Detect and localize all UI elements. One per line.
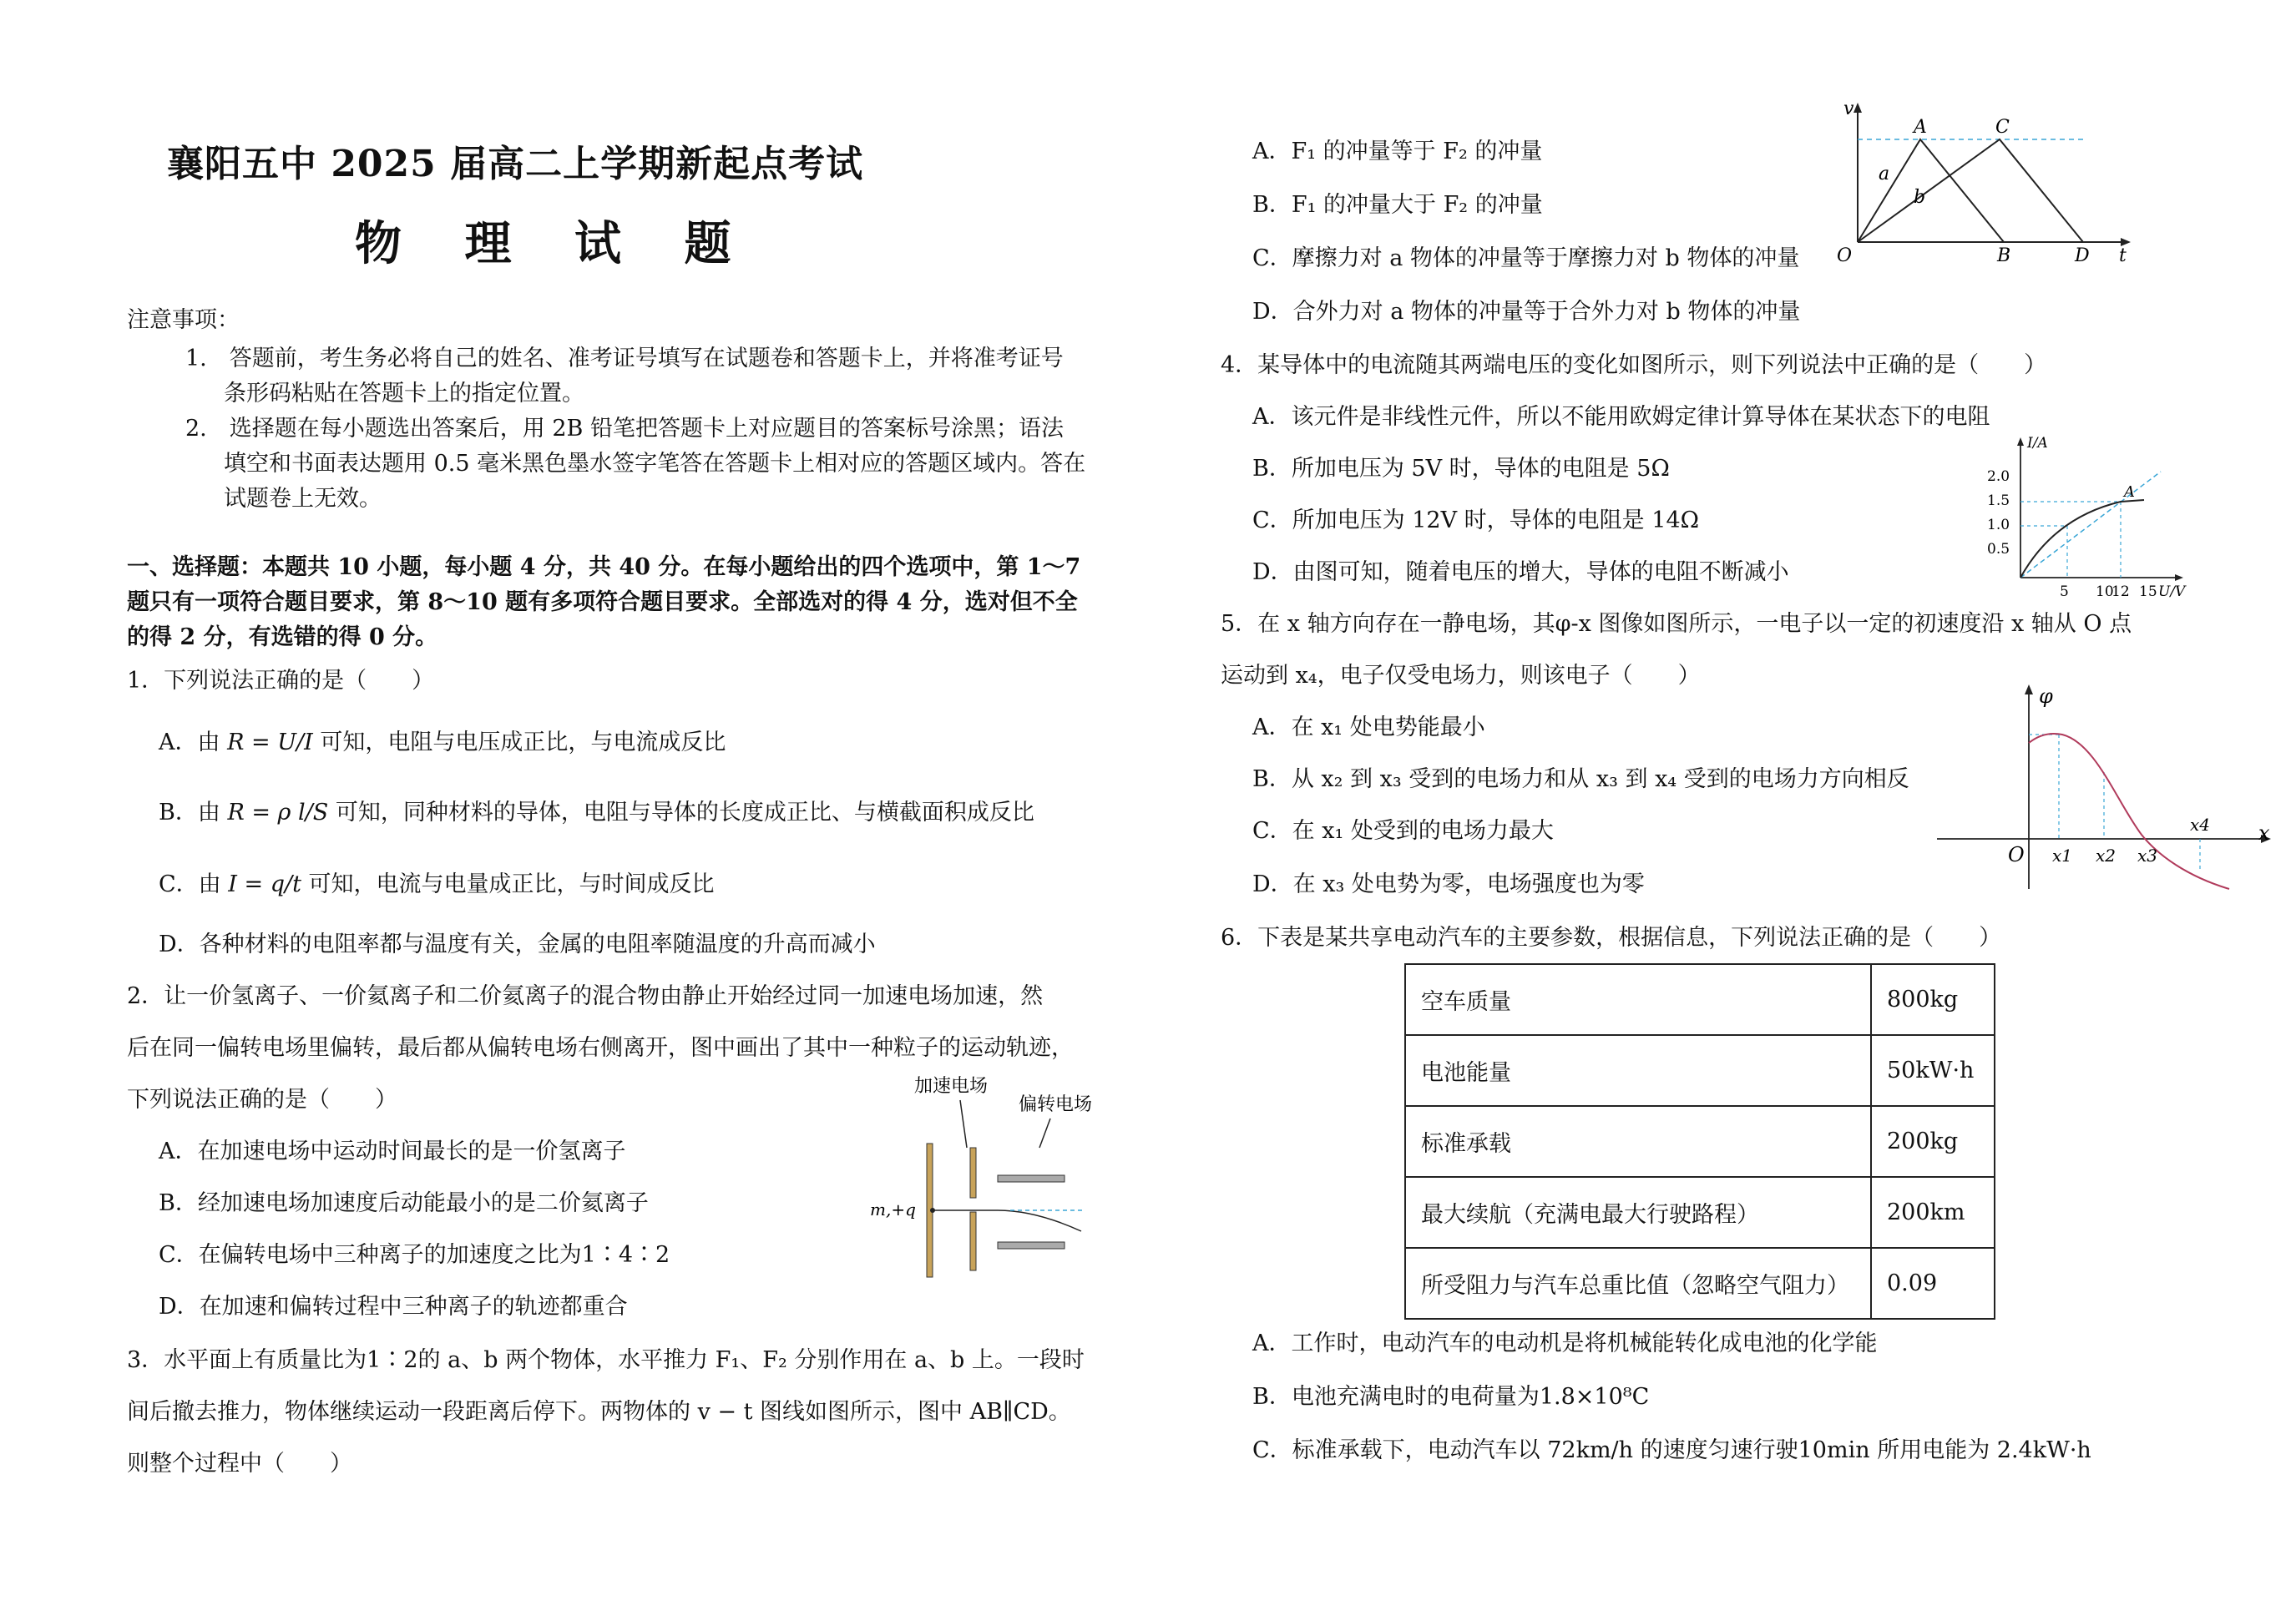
q5-phi-x-graph	[1937, 676, 2279, 905]
accel-field-label: 加速电场	[914, 1076, 989, 1097]
q4-option-c: C．所加电压为 12V 时，导体的电阻是 14Ω	[1252, 508, 1700, 533]
curve-b-label: b	[1914, 187, 1926, 208]
section-instructions: 的得 2 分，有选错的得 0 分。	[127, 624, 438, 650]
q5-option-a: A．在 x₁ 处电势能最小	[1252, 715, 1485, 740]
notice-line: 2. 选择题在每小题选出答案后，用 2B 铅笔把答题卡上对应题目的答案标号涂黑；语法	[185, 416, 1064, 442]
q5-option-b: B．从 x₂ 到 x₃ 受到的电场力和从 x₃ 到 x₄ 受到的电场力方向相反	[1252, 766, 1909, 792]
line-b	[1858, 139, 2083, 242]
table-cell: 800kg	[1871, 964, 1995, 1035]
x-tick-label: 12	[2111, 583, 2130, 600]
y-tick-label: 1.0	[1987, 517, 2010, 533]
question-5-stem: 运动到 x₄，电子仅受电场力，则该电子（ ）	[1221, 663, 1701, 689]
question-4-stem: 4．某导体中的电流随其两端电压的变化如图所示，则下列说法中正确的是（ ）	[1221, 352, 2047, 378]
table-cell: 电池能量	[1405, 1035, 1871, 1106]
point-b-label: B	[1997, 245, 2011, 263]
x-tick-label: 15	[2139, 583, 2157, 600]
table-cell: 50kW·h	[1871, 1035, 1995, 1106]
table-cell: 空车质量	[1405, 964, 1871, 1035]
question-5-stem: 5．在 x 轴方向存在一静电场，其φ-x 图像如图所示，一电子以一定的初速度沿 x 轴从 O 点	[1221, 611, 2132, 637]
deflect-field-label: 偏转电场	[1019, 1094, 1093, 1115]
question-1-stem: 1．下列说法正确的是（ ）	[127, 668, 435, 694]
y-tick-label: 0.5	[1987, 541, 2010, 558]
table-row	[1405, 1035, 1995, 1106]
point-a-label: A	[1914, 117, 1927, 138]
option-text: 可知，电阻与电压成正比，与电流成反比	[320, 730, 726, 755]
table-cell: 200km	[1871, 1177, 1995, 1248]
formula: I = q/t	[228, 871, 301, 897]
q4-option-b: B．所加电压为 5V 时，导体的电阻是 5Ω	[1252, 456, 1670, 482]
q3-option-d: D．合外力对 a 物体的冲量等于合外力对 b 物体的冲量	[1252, 299, 1801, 325]
notice-line: 试题卷上无效。	[224, 486, 382, 512]
tangent-line	[2020, 472, 2161, 578]
q4-option-d: D．由图可知，随着电压的增大，导体的电阻不断减小	[1252, 559, 1789, 585]
notice-line: 1. 答题前，考生务必将自己的姓名、准考证号填写在试题卷和答题卡上，并将准考证号	[185, 346, 1064, 371]
q2-option-a: A．在加速电场中运动时间最长的是一价氢离子	[159, 1139, 626, 1164]
question-3-stem: 3．水平面上有质量比为1∶2的 a、b 两个物体，水平推力 F₁、F₂ 分别作用在 a、b 上。一段时	[127, 1347, 1085, 1373]
origin-label: O	[2008, 843, 2025, 866]
accel-plate-right-bottom	[970, 1212, 976, 1270]
q5-option-d: D．在 x₃ 处电势为零，电场强度也为零	[1252, 871, 1645, 897]
q6-option-a: A．工作时，电动汽车的电动机是将机械能转化成电池的化学能	[1252, 1331, 1878, 1356]
phi-axis-label: φ	[2039, 684, 2053, 708]
q3-option-c: C．摩擦力对 a 物体的冲量等于摩擦力对 b 物体的冲量	[1252, 245, 1800, 271]
q6-option-b: B．电池充满电时的电荷量为1.8×10⁸C	[1252, 1384, 1650, 1410]
vehicle-spec-table	[1404, 963, 1995, 1320]
formula: R = ρ l/S	[227, 800, 329, 826]
question-3-stem: 则整个过程中（ ）	[127, 1451, 352, 1477]
table-cell: 最大续航（充满电最大行驶路程）	[1405, 1177, 1871, 1248]
table-row	[1405, 1177, 1995, 1248]
q5-option-c: C．在 x₁ 处受到的电场力最大	[1252, 818, 1554, 844]
question-2-stem: 下列说法正确的是（ ）	[127, 1087, 397, 1113]
accel-plate-right-top	[970, 1148, 976, 1198]
question-2-stem: 2．让一价氢离子、一价氦离子和二价氦离子的混合物由静止开始经过同一加速电场加速，然	[127, 983, 1044, 1009]
table-cell: 所受阻力与汽车总重比值（忽略空气阻力）	[1405, 1248, 1871, 1319]
q1-option-b	[159, 796, 1034, 830]
q1-option-d: D．各种材料的电阻率都与温度有关，金属的电阻率随温度的升高而减小	[159, 932, 876, 957]
q6-option-c: C．标准承载下，电动汽车以 72km/h 的速度匀速行驶10min 所用电能为 2.4kW·h	[1252, 1437, 2091, 1463]
section-instructions: 一、选择题：本题共 10 小题，每小题 4 分，共 40 分。在每小题给出的四个选项中，第 1～7	[127, 554, 1081, 580]
origin-label: O	[1837, 245, 1853, 263]
point-d-label: D	[2075, 245, 2090, 263]
x-tick-label: 10	[2096, 583, 2114, 600]
option-label: C．由	[159, 871, 221, 897]
question-6-stem: 6．下表是某共享电动汽车的主要参数，根据信息，下列说法正确的是（ ）	[1221, 925, 2002, 951]
x-tick-label: 5	[2060, 583, 2069, 600]
y-tick-label: 1.5	[1987, 492, 2010, 509]
q3-vt-graph	[1820, 96, 2137, 266]
q1-option-c	[159, 868, 715, 901]
q3-option-a: A．F₁ 的冲量等于 F₂ 的冲量	[1252, 139, 1543, 164]
x-axis-label: x	[2258, 821, 2270, 845]
q2-field-diagram	[868, 1068, 1119, 1297]
y-tick-label: 2.0	[1987, 468, 2010, 485]
exam-title: 襄阳五中 2025 届高二上学期新起点考试	[167, 143, 864, 185]
q4-iu-graph	[1945, 434, 2187, 604]
deflect-plate-top	[998, 1175, 1065, 1182]
q2-option-d: D．在加速和偏转过程中三种离子的轨迹都重合	[159, 1294, 628, 1320]
x1-label: x1	[2052, 846, 2073, 866]
x2-label: x2	[2096, 846, 2116, 866]
formula: R = U/I	[227, 730, 313, 755]
option-label: A．由	[159, 730, 220, 755]
question-2-stem: 后在同一偏转电场里偏转，最后都从偏转电场右侧离开，图中画出了其中一种粒子的运动轨迹，	[127, 1035, 1074, 1061]
iu-curve	[2020, 500, 2144, 578]
table-row	[1405, 1248, 1995, 1319]
q2-option-b: B．经加速电场加速度后动能最小的是二价氦离子	[159, 1190, 649, 1216]
x4-label: x4	[2190, 815, 2211, 835]
point-c-label: C	[1995, 117, 2010, 138]
t-axis-label: t	[2119, 245, 2127, 263]
q2-option-c: C．在偏转电场中三种离子的加速度之比为1∶4∶2	[159, 1242, 670, 1268]
table-row	[1405, 964, 1995, 1035]
option-label: B．由	[159, 800, 220, 826]
curve-a-label: a	[1879, 164, 1890, 184]
x3-label: x3	[2137, 846, 2158, 866]
section-instructions: 题只有一项符合题目要求，第 8～10 题有多项符合题目要求。全部选对的得 4 分，选对但不全	[127, 589, 1078, 615]
point-a-label: A	[2124, 483, 2135, 501]
option-text: 可知，电流与电量成正比，与时间成反比	[308, 871, 715, 897]
particle-trajectory	[998, 1210, 1081, 1231]
i-axis-label: I/A	[2027, 435, 2048, 452]
deflect-plate-bottom	[998, 1242, 1065, 1249]
question-3-stem: 间后撤去推力，物体继续运动一段距离后停下。两物体的 v − t 图线如图所示，图中 AB∥CD。	[127, 1399, 1071, 1425]
table-row	[1405, 1106, 1995, 1177]
q4-option-a: A．该元件是非线性元件，所以不能用欧姆定律计算导体在某状态下的电阻	[1252, 404, 1990, 430]
v-axis-label: v	[1843, 98, 1854, 119]
notice-line: 条形码粘贴在答题卡上的指定位置。	[224, 381, 584, 407]
exam-subtitle: 物 理 试 题	[355, 216, 755, 271]
q3-option-b: B．F₁ 的冲量大于 F₂ 的冲量	[1252, 192, 1543, 218]
option-text: 可知，同种材料的导体，电阻与导体的长度成正比、与横截面积成反比	[335, 800, 1034, 826]
notice-line: 填空和书面表达题用 0.5 毫米黑色墨水签字笔答在答题卡上相对应的答题区域内。答在	[224, 451, 1086, 477]
charge-label: m,+q	[870, 1199, 916, 1220]
table-cell: 标准承载	[1405, 1106, 1871, 1177]
table-cell: 200kg	[1871, 1106, 1995, 1177]
notice-heading: 注意事项：	[127, 307, 240, 333]
q1-option-a	[159, 726, 726, 760]
table-cell: 0.09	[1871, 1248, 1995, 1319]
u-axis-label: U/V	[2158, 583, 2186, 600]
